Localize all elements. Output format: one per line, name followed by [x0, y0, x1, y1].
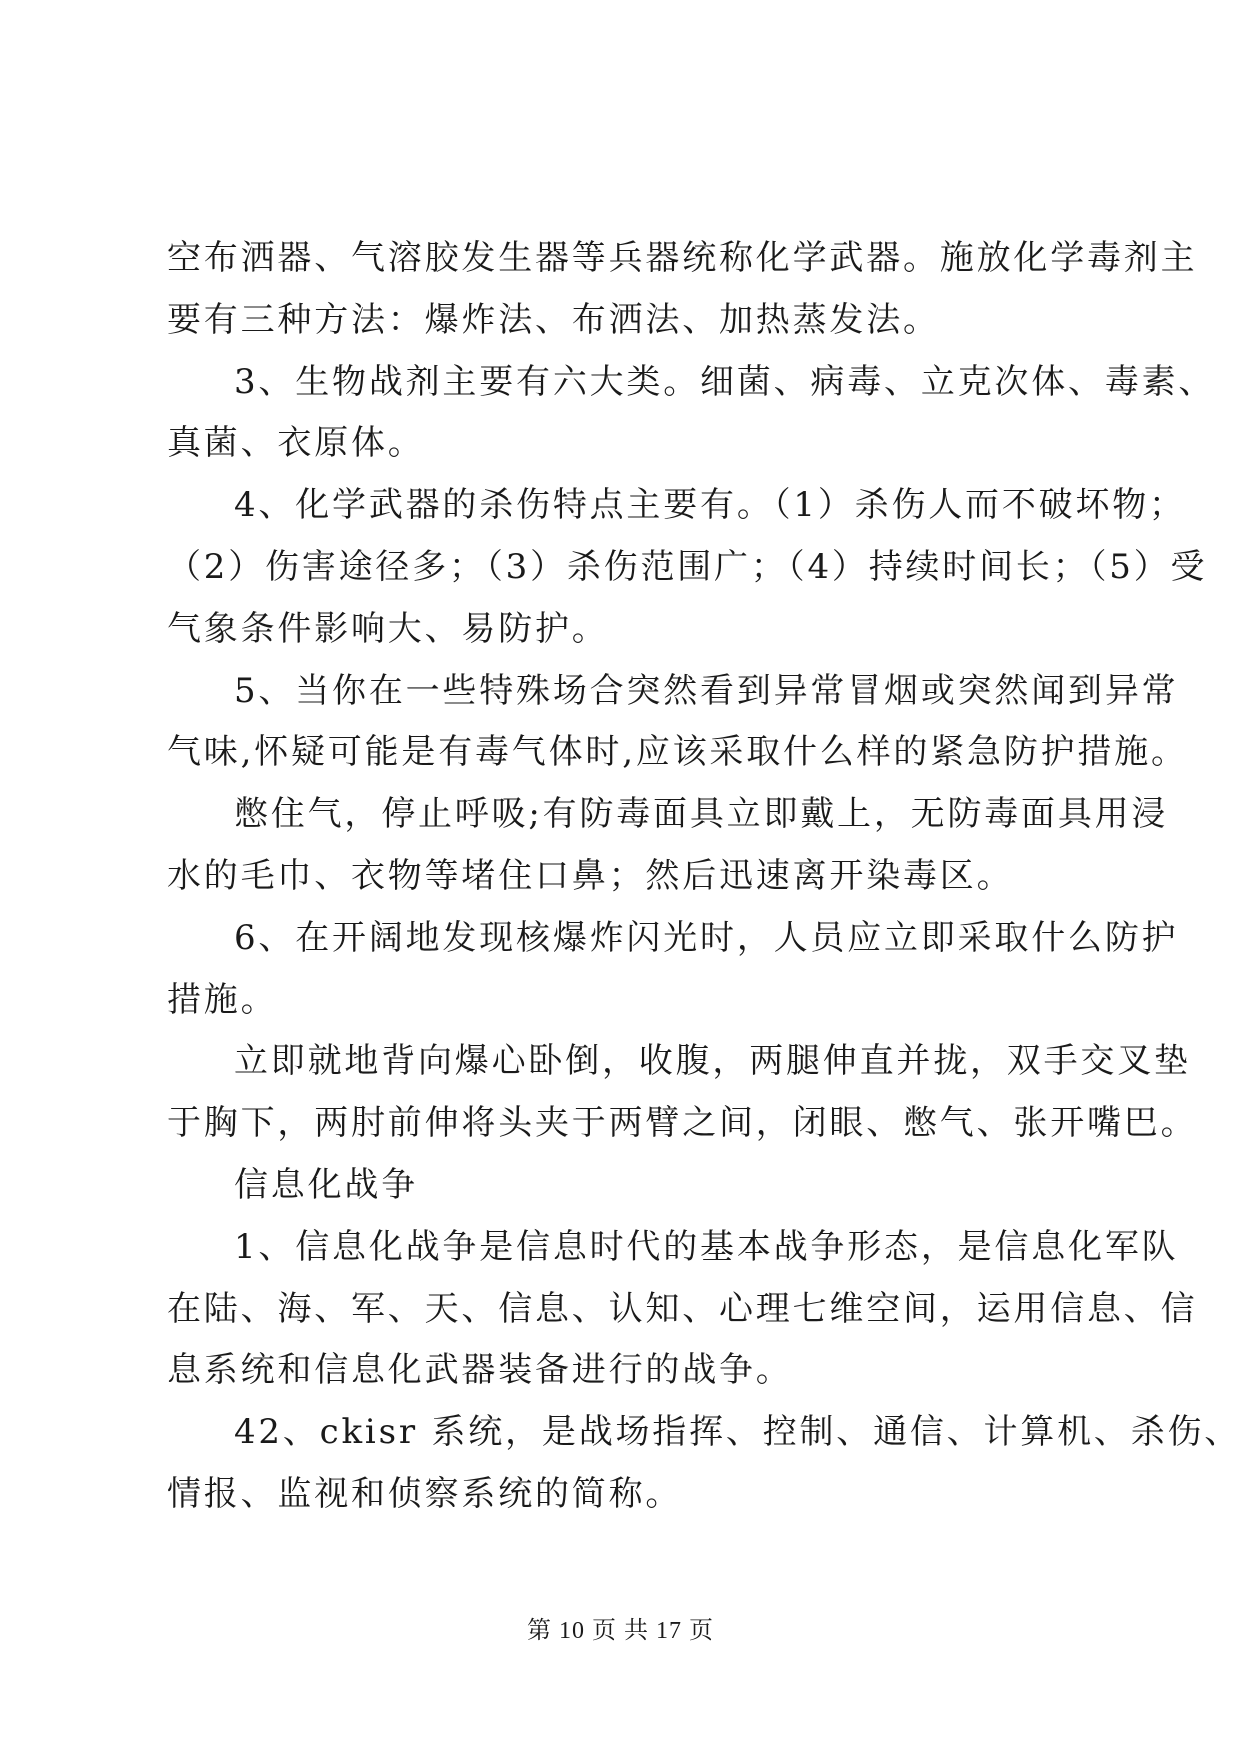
text-line: 立即就地背向爆心卧倒，收腹，两腿伸直并拢，双手交叉垫 — [234, 1041, 1191, 1082]
text-line: 水的毛巾、衣物等堵住口鼻；然后迅速离开染毒区。 — [167, 855, 1014, 896]
document-body — [167, 228, 1241, 1526]
text-line: 于胸下，两肘前伸将头夹于两臂之间，闭眼、憋气、张开嘴巴。 — [167, 1103, 1198, 1144]
text-line: 气味,怀疑可能是有毒气体时,应该采取什么样的紧急防护措施。 — [167, 732, 1188, 773]
text-line: 5、当你在一些特殊场合突然看到异常冒烟或突然闻到异常 — [234, 670, 1179, 711]
page-footer: 第 10 页 共 17 页 — [527, 1618, 714, 1644]
text-line: 42、ckisr 系统，是战场指挥、控制、通信、计算机、杀伤、 — [234, 1412, 1241, 1453]
text-line: 真菌、衣原体。 — [167, 423, 425, 464]
text-line: 6、在开阔地发现核爆炸闪光时，人员应立即采取什么防护 — [234, 917, 1179, 958]
text-line: 3、生物战剂主要有六大类。细菌、病毒、立克次体、毒素、 — [234, 361, 1216, 402]
text-line: 憋住气，停止呼吸;有防毒面具立即戴上，无防毒面具用浸 — [234, 794, 1169, 835]
text-line: 1、信息化战争是信息时代的基本战争形态，是信息化军队 — [234, 1226, 1179, 1267]
text-line: 4、化学武器的杀伤特点主要有。（1）杀伤人而不破坏物； — [234, 485, 1186, 526]
text-line: 气象条件影响大、易防护。 — [167, 608, 609, 649]
text-line: 措施。 — [167, 979, 278, 1020]
text-line: 要有三种方法：爆炸法、布洒法、加热蒸发法。 — [167, 299, 940, 340]
text-line: 息系统和信息化武器装备进行的战争。 — [167, 1350, 793, 1391]
text-line: 空布洒器、气溶胶发生器等兵器统称化学武器。施放化学毒剂主 — [167, 238, 1198, 278]
text-line: 情报、监视和侦察系统的简称。 — [167, 1473, 683, 1514]
text-line: 在陆、海、军、天、信息、认知、心理七维空间，运用信息、信 — [167, 1288, 1198, 1329]
text-line: 信息化战争 — [234, 1164, 418, 1205]
text-line: （2）伤害途径多；（3）杀伤范围广；（4）持续时间长；（5）受 — [167, 546, 1208, 587]
